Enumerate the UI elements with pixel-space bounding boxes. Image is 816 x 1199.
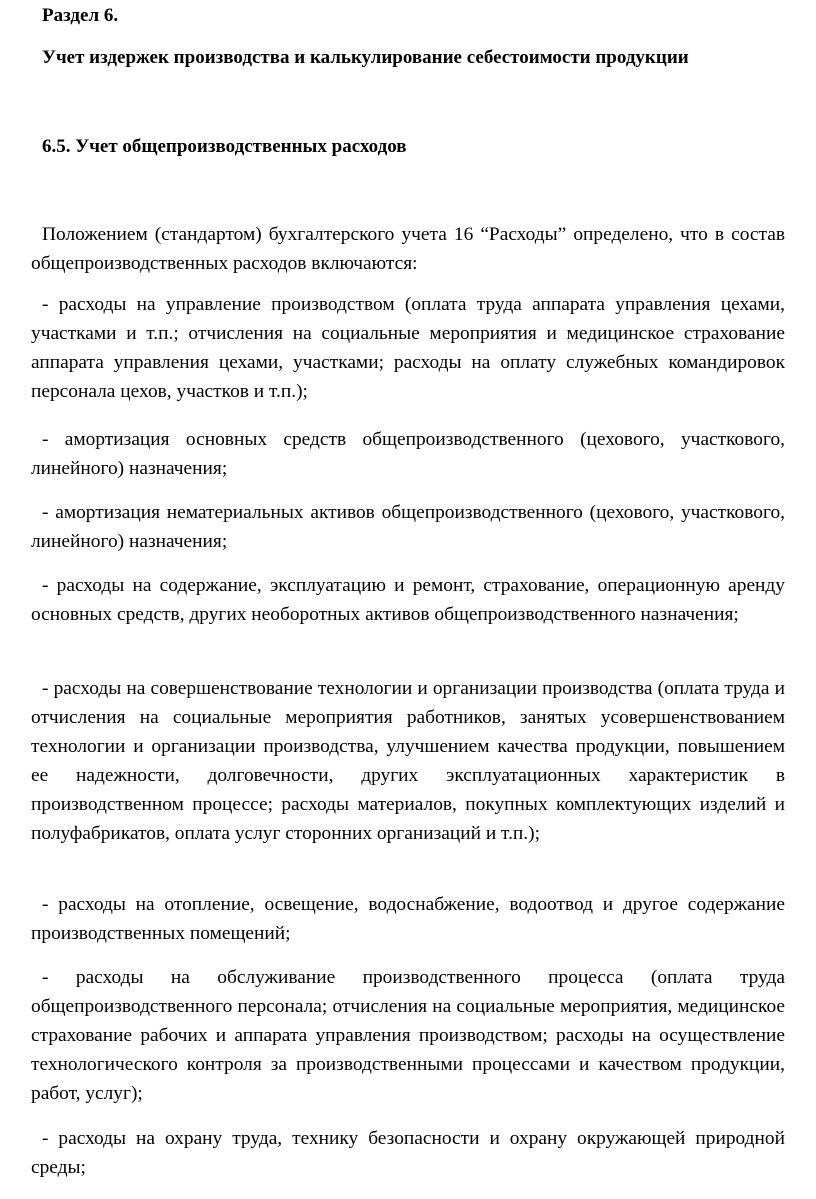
list-item: - амортизация нематериальных активов общепроизводственного (цехового, участкового, линейного) назначения; [31,502,785,552]
list-item: - расходы на совершенствование технологии и организации производства (оплата труда и отчисления на социальные мероприятия работников, занятых усовершенствованием технологии и организации производства, улучшением качества продукции, повышением ее надежности, долговечности, других эксплуатационных характеристик в производственном процессе; расходы материалов, покупных комплектующих изделий и полуфабрикатов, оплата услуг сторонних организаций и т.п.); [31,678,785,844]
subsection-title: 6.5. Учет общепроизводственных расходов [42,136,407,157]
intro-paragraph: Положением (стандартом) бухгалтерского учета 16 “Расходы” определено, что в состав общепроизводственных расходов включаются: [31,224,785,274]
list-item: - расходы на управление производством (оплата труда аппарата управления цехами, участками и т.п.; отчисления на социальные мероприятия и медицинское страхование аппарата управления цехами, участками; расходы на оплату служебных командировок персонала цехов, участков и т.п.); [31,294,785,402]
list-item: - расходы на обслуживание производственного процесса (оплата труда общепроизводственного персонала; отчисления на социальные мероприятия, медицинское страхование рабочих и аппарата управления производством; расходы на осуществление технологического контроля за производственными процессами и качеством продукции, работ, услуг); [31,967,785,1104]
list-item: - расходы на охрану труда, технику безопасности и охрану окружающей природной среды; [31,1128,785,1178]
list-item: - расходы на содержание, эксплуатацию и ремонт, страхование, операционную аренду основных средств, других необоротных активов общепроизводственного назначения; [31,575,785,625]
list-item: - расходы на отопление, освещение, водоснабжение, водоотвод и другое содержание производственных помещений; [31,894,785,944]
list-item: - амортизация основных средств общепроизводственного (цехового, участкового, линейного) назначения; [31,429,785,479]
section-label: Раздел 6. [42,5,119,26]
section-title: Учет издержек производства и калькулирование себестоимости продукции [42,47,689,68]
